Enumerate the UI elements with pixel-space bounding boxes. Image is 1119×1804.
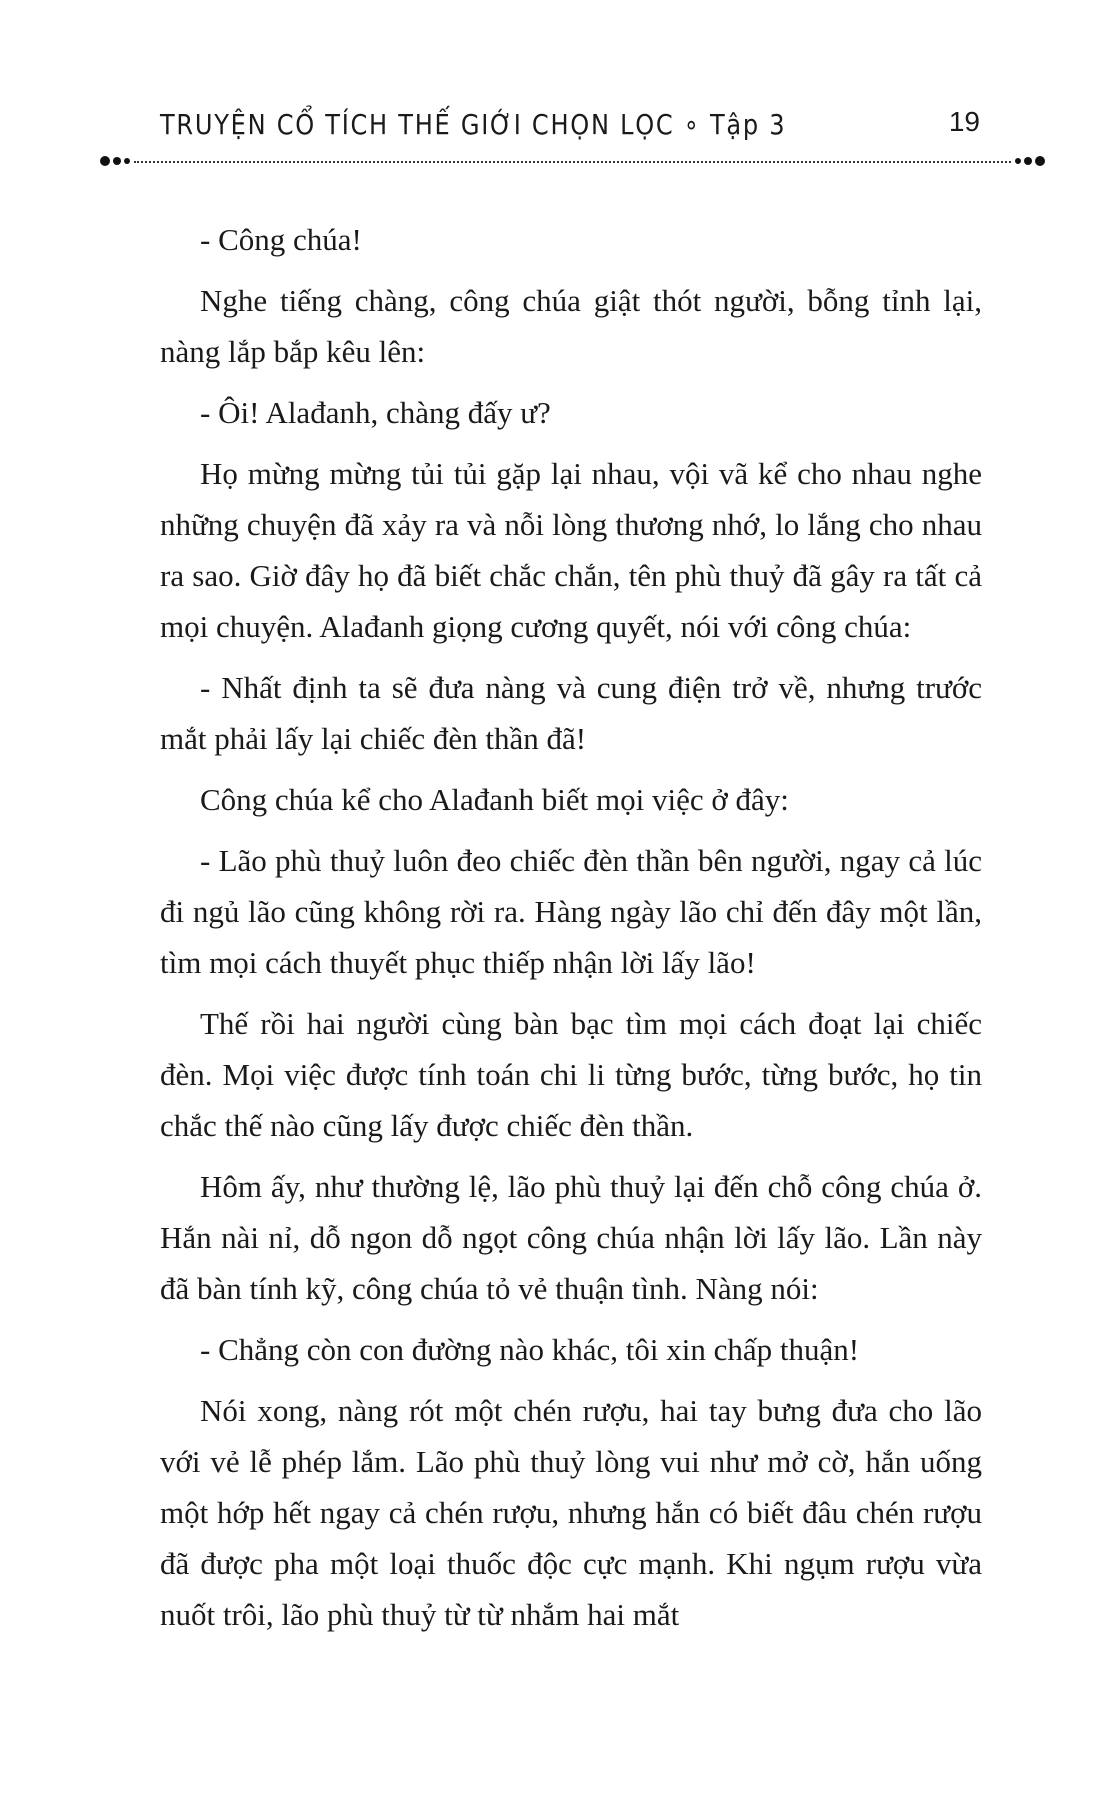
paragraph: - Chẳng còn con đường nào khác, tôi xin chấp thuận! <box>200 1332 860 1367</box>
paragraph: Nói xong, nàng rót một chén rượu, hai tay bưng đưa cho lão với vẻ lễ phép lắm. Lão phù thuỷ lòng vui như mở cờ, hắn uống một hớp hết ngay cả chén rượu, nhưng hắn có biết đâu chén rượu đã được pha một loại thuốc độc cực mạnh. Khi ngụm rượu vừa nuốt trôi, lão phù thuỷ từ từ nhắm hai mắt <box>160 1393 982 1632</box>
divider-dotted-line <box>134 161 1011 163</box>
paragraph: - Công chúa! <box>200 222 362 257</box>
page-body <box>160 214 982 1650</box>
paragraph: - Nhất định ta sẽ đưa nàng và cung điện trở về, nhưng trước mắt phải lấy lại chiếc đèn thần đã! <box>160 670 982 756</box>
running-header <box>160 100 980 150</box>
paragraph: Công chúa kể cho Alađanh biết mọi việc ở đây: <box>200 782 789 817</box>
page-number: 19 <box>948 106 980 137</box>
header-divider <box>100 156 1045 168</box>
paragraph: - Lão phù thuỷ luôn đeo chiếc đèn thần bên người, ngay cả lúc đi ngủ lão cũng không rời ra. Hàng ngày lão chỉ đến đây một lần, tìm mọi cách thuyết phục thiếp nhận lời lấy lão! <box>160 843 982 980</box>
divider-ornament-right <box>1015 156 1045 166</box>
divider-ornament-left <box>100 156 130 166</box>
book-title: TRUYỆN CỔ TÍCH THẾ GIỚI CHỌN LỌC ∘ Tập 3 <box>160 108 787 141</box>
paragraph: Họ mừng mừng tủi tủi gặp lại nhau, vội vã kể cho nhau nghe những chuyện đã xảy ra và nỗi lòng thương nhớ, lo lắng cho nhau ra sao. Giờ đây họ đã biết chắc chắn, tên phù thuỷ đã gây ra tất cả mọi chuyện. Alađanh giọng cương quyết, nói với công chúa: <box>160 456 982 644</box>
paragraph: Nghe tiếng chàng, công chúa giật thót người, bỗng tỉnh lại, nàng lắp bắp kêu lên: <box>160 283 982 369</box>
paragraph: Hôm ấy, như thường lệ, lão phù thuỷ lại đến chỗ công chúa ở. Hắn nài nỉ, dỗ ngon dỗ ngọt công chúa nhận lời lấy lão. Lần này đã bàn tính kỹ, công chúa tỏ vẻ thuận tình. Nàng nói: <box>160 1169 982 1306</box>
paragraph: - Ôi! Alađanh, chàng đấy ư? <box>200 395 551 430</box>
paragraph: Thế rồi hai người cùng bàn bạc tìm mọi cách đoạt lại chiếc đèn. Mọi việc được tính toán chi li từng bước, từng bước, họ tin chắc thế nào cũng lấy được chiếc đèn thần. <box>160 1006 982 1143</box>
